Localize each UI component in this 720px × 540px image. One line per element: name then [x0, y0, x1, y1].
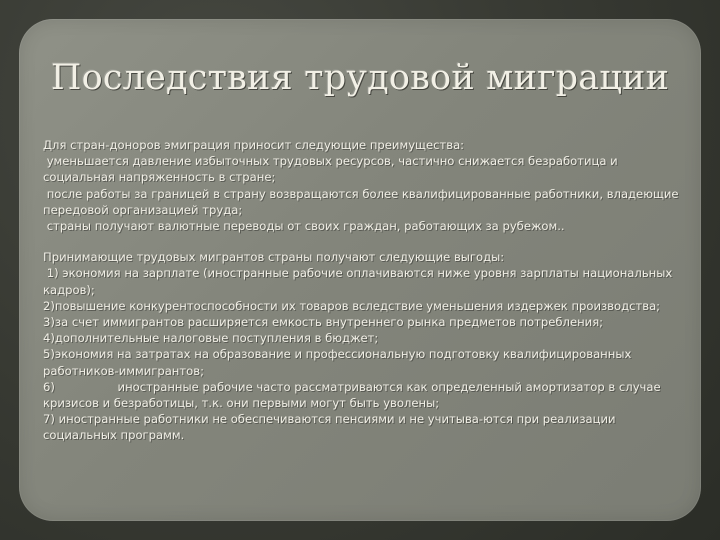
recipient-item: 5)экономия на затратах на образование и профессиональную подготовку квалифицированных работников-иммигрантов;: [43, 347, 636, 378]
donor-item: уменьшается давление избыточных трудовых ресурсов, частично снижается безработица и социальная напряженность в стране;: [43, 154, 622, 185]
slide-body: [43, 137, 683, 444]
donor-item: после работы за границей в страну возвращаются более квалифицированные работники, владеющие передовой организацией труда;: [43, 186, 683, 217]
slide-title: Последствия трудовой миграции: [50, 58, 670, 98]
recipient-heading: Принимающие трудовых мигрантов страны получают следующие выгоды:: [43, 250, 505, 265]
donor-item: страны получают валютные переводы от своих граждан, работающих за рубежом..: [43, 219, 565, 234]
donor-heading: Для стран-доноров эмиграция приносит следующие преимущества:: [43, 138, 465, 152]
recipient-section: [43, 249, 683, 443]
donor-section: [43, 137, 683, 234]
recipient-item: 1) экономия на зарплате (иностранные рабочие оплачиваются ниже уровня зарплаты национальных кадров);: [43, 266, 676, 297]
recipient-item: 2)повышение конкурентоспособности их товаров вследствие уменьшения издержек производства;: [43, 298, 661, 313]
recipient-item: 4)дополнительные налоговые поступления в бюджет;: [43, 331, 379, 346]
recipient-item: 6) иностранные рабочие часто рассматриваются как определенный амортизатор в случае кризисов и безработицы, т.к. они первыми могут быть уволены;: [43, 379, 665, 411]
recipient-item: 3)за счет иммигрантов расширяется емкость внутреннего рынка предметов потребления;: [43, 315, 604, 330]
recipient-item: 7) иностранные работники не обеспечиваются пенсиями и не учитыва-ются при реализации социальных программ.: [43, 412, 620, 443]
